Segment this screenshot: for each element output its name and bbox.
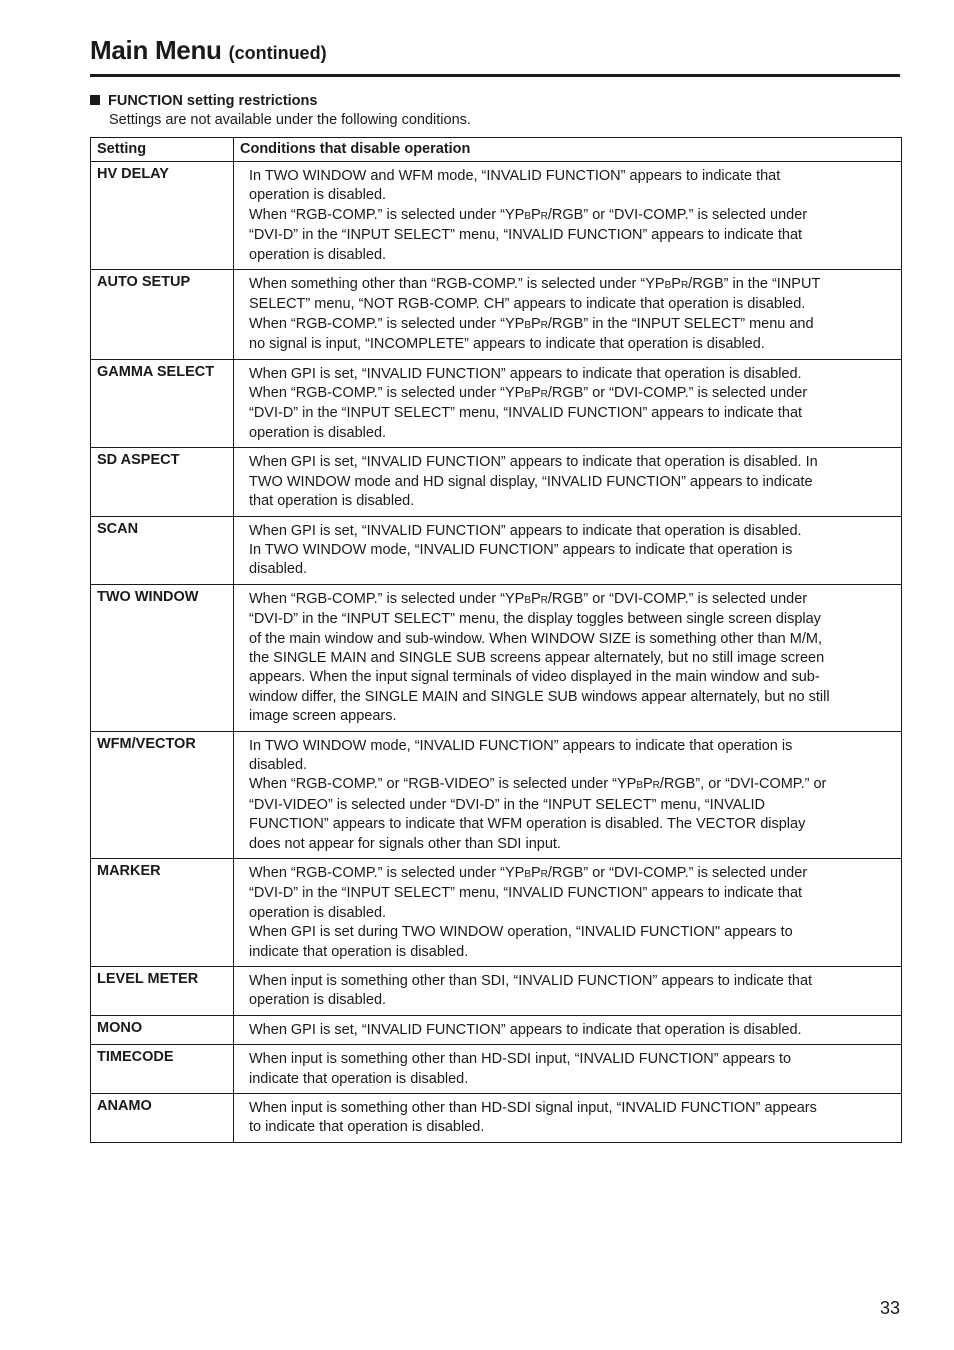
page-title-continued: (continued) (228, 43, 327, 63)
table-row (91, 1094, 902, 1143)
condition-text (234, 967, 902, 1016)
condition-line: image screen appears. (249, 708, 397, 725)
section-function-restrictions (90, 92, 900, 129)
condition-text (234, 162, 902, 270)
condition-line: In TWO WINDOW mode, “INVALID FUNCTION” appears to indicate that operation is (249, 541, 793, 558)
condition-line: When “RGB-COMP.” is selected under “YPBPR/RGB” or “DVI-COMP.” is selected under (249, 385, 808, 402)
condition-line: operation is disabled. (249, 187, 387, 204)
condition-text (234, 584, 902, 731)
condition-line: operation is disabled. (249, 424, 387, 441)
section-heading (90, 92, 900, 110)
column-header-conditions: Conditions that disable operation (234, 138, 902, 162)
header-rule (90, 74, 900, 77)
condition-line: When GPI is set, “INVALID FUNCTION” appears to indicate that operation is disabled. (249, 365, 802, 382)
condition-line: “DVI-D” in the “INPUT SELECT” menu, “INVALID FUNCTION” appears to indicate that (249, 405, 803, 422)
condition-line: does not appear for signals other than SDI input. (249, 835, 561, 852)
setting-name: TIMECODE (91, 1045, 234, 1094)
condition-line: When “RGB-COMP.” is selected under “YPBPR/RGB” or “DVI-COMP.” is selected under (249, 590, 808, 607)
setting-name: TWO WINDOW (91, 584, 234, 731)
condition-line: the SINGLE MAIN and SINGLE SUB screens appear alternately, but no still image screen (249, 649, 825, 666)
condition-text (234, 731, 902, 858)
square-bullet-icon (90, 95, 100, 105)
setting-name: LEVEL METER (91, 967, 234, 1016)
condition-line: In TWO WINDOW and WFM mode, “INVALID FUNCTION” appears to indicate that (249, 168, 781, 184)
condition-line: “DVI-VIDEO” is selected under “DVI-D” in the “INPUT SELECT” menu, “INVALID (249, 796, 765, 813)
setting-name: SD ASPECT (91, 448, 234, 516)
table-row (91, 359, 902, 448)
condition-line: When input is something other than HD-SDI signal input, “INVALID FUNCTION” appears (249, 1100, 817, 1117)
condition-line: “DVI-D” in the “INPUT SELECT” menu, “INVALID FUNCTION” appears to indicate that (249, 885, 803, 902)
condition-text (234, 1094, 902, 1143)
section-note: Settings are not available under the following conditions. (109, 112, 471, 128)
condition-line: appears. When the input signal terminals of video displayed in the main window and sub- (249, 669, 820, 686)
restrictions-table (90, 137, 902, 1143)
condition-line: no signal is input, “INCOMPLETE” appears to indicate that operation is disabled. (249, 336, 765, 353)
condition-text (234, 359, 902, 448)
condition-line: operation is disabled. (249, 246, 387, 263)
setting-name: AUTO SETUP (91, 270, 234, 360)
condition-line: When GPI is set during TWO WINDOW operation, “INVALID FUNCTION" appears to (249, 924, 793, 941)
condition-line: In TWO WINDOW mode, “INVALID FUNCTION” appears to indicate that operation is (249, 737, 793, 754)
table-row (91, 731, 902, 858)
condition-line: indicate that operation is disabled. (249, 1070, 469, 1087)
setting-name: MONO (91, 1015, 234, 1044)
condition-line: When GPI is set, “INVALID FUNCTION” appears to indicate that operation is disabled. (249, 1021, 802, 1038)
page-title (90, 34, 900, 69)
page-number: 33 (879, 1298, 900, 1318)
condition-line: When “RGB-COMP.” is selected under “YPBPR/RGB” or “DVI-COMP.” is selected under (249, 206, 808, 223)
table-row (91, 1015, 902, 1044)
setting-name: MARKER (91, 859, 234, 967)
condition-line: When input is something other than SDI, “INVALID FUNCTION” appears to indicate that (249, 973, 813, 990)
condition-line: operation is disabled. (249, 992, 387, 1009)
table-row (91, 162, 902, 270)
table-body (91, 162, 902, 1143)
condition-line: SELECT” menu, “NOT RGB-COMP. CH” appears to indicate that operation is disabled. (249, 296, 806, 313)
condition-line: When “RGB-COMP.” or “RGB-VIDEO” is selected under “YPBPR/RGB”, or “DVI-COMP.” or (249, 776, 827, 793)
setting-name: ANAMO (91, 1094, 234, 1143)
condition-text (234, 270, 902, 360)
condition-line: “DVI-D” in the “INPUT SELECT” menu, the display toggles between single screen display (249, 611, 821, 628)
condition-line: indicate that operation is disabled. (249, 943, 469, 960)
table-row (91, 516, 902, 584)
condition-line: When GPI is set, “INVALID FUNCTION” appears to indicate that operation is disabled. In (249, 454, 818, 471)
condition-line: that operation is disabled. (249, 493, 415, 510)
condition-line: When something other than “RGB-COMP.” is selected under “YPBPR/RGB” in the “INPUT (249, 276, 821, 293)
page-title-text: Main Menu (90, 35, 222, 65)
setting-name: WFM/VECTOR (91, 731, 234, 858)
condition-line: “DVI-D” in the “INPUT SELECT” menu, “INVALID FUNCTION” appears to indicate that (249, 227, 803, 244)
condition-line: disabled. (249, 756, 308, 773)
condition-text (234, 1015, 902, 1044)
setting-name: SCAN (91, 516, 234, 584)
condition-line: disabled. (249, 561, 308, 578)
condition-line: to indicate that operation is disabled. (249, 1119, 485, 1136)
page-header (90, 34, 900, 69)
table-row (91, 448, 902, 516)
condition-text (234, 1045, 902, 1094)
table-row (91, 967, 902, 1016)
setting-name: GAMMA SELECT (91, 359, 234, 448)
condition-line: operation is disabled. (249, 904, 387, 921)
condition-line: When input is something other than HD-SDI input, “INVALID FUNCTION” appears to (249, 1051, 792, 1068)
column-header-setting: Setting (91, 138, 234, 162)
condition-text (234, 516, 902, 584)
condition-line: of the main window and sub-window. When WINDOW SIZE is something other than M/M, (249, 630, 822, 647)
table-header-row (91, 138, 902, 162)
condition-text (234, 448, 902, 516)
table-row (91, 584, 902, 731)
condition-line: FUNCTION” appears to indicate that WFM operation is disabled. The VECTOR display (249, 816, 806, 833)
condition-line: When GPI is set, “INVALID FUNCTION” appears to indicate that operation is disabled. (249, 522, 802, 539)
condition-line: When “RGB-COMP.” is selected under “YPBPR/RGB” in the “INPUT SELECT” menu and (249, 315, 814, 332)
table-row (91, 270, 902, 360)
section-heading-text: FUNCTION setting restrictions (108, 93, 318, 109)
condition-text (234, 859, 902, 967)
condition-line: TWO WINDOW mode and HD signal display, “INVALID FUNCTION” appears to indicate (249, 473, 813, 490)
condition-line: window differ, the SINGLE MAIN and SINGLE SUB windows appear alternately, but no still (249, 688, 830, 705)
condition-line: When “RGB-COMP.” is selected under “YPBPR/RGB” or “DVI-COMP.” is selected under (249, 865, 808, 881)
table-row (91, 1045, 902, 1094)
table-row (91, 859, 902, 967)
setting-name: HV DELAY (91, 162, 234, 270)
